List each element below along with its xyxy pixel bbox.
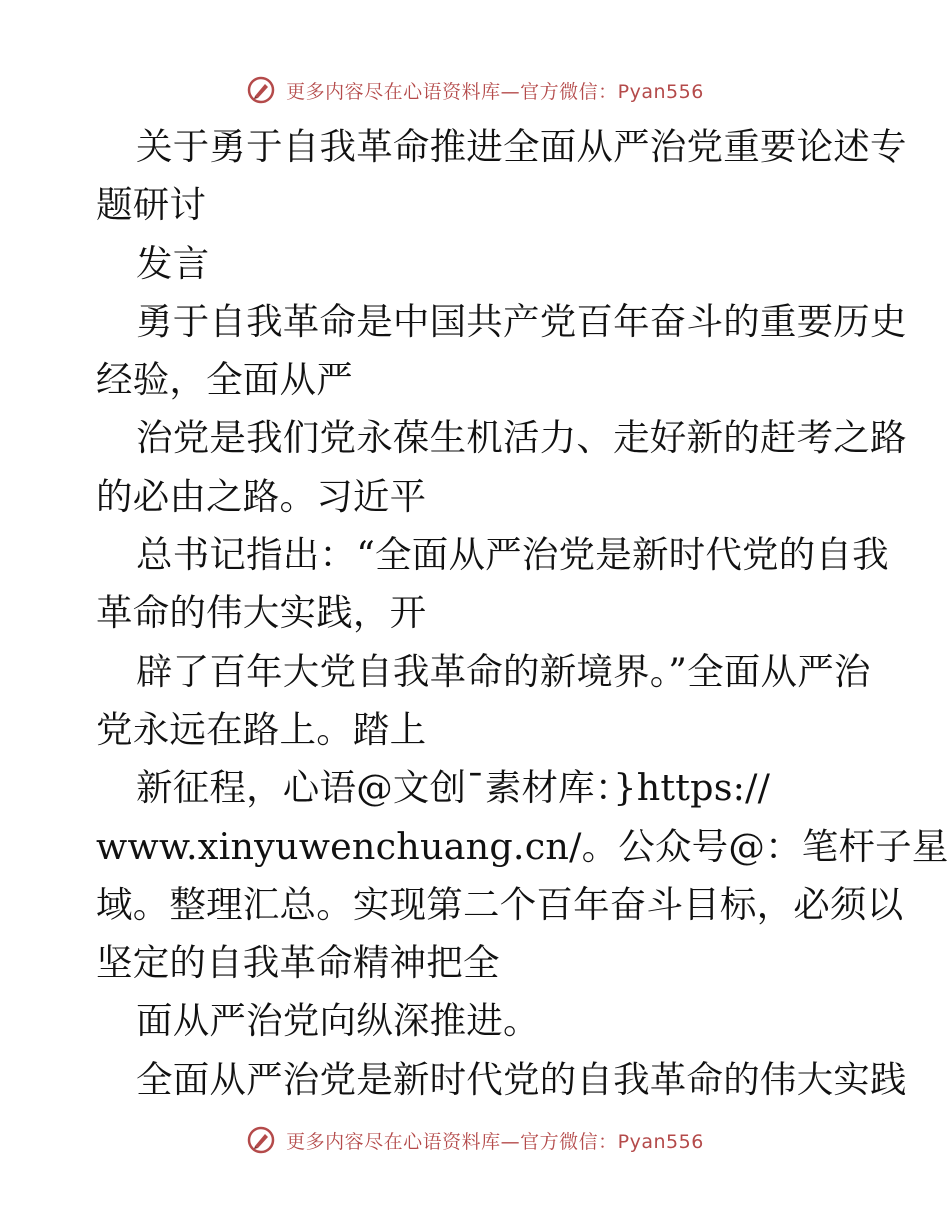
text-line-10: 辟了百年大党自我革命的新境界。”全面从严治 [136, 649, 871, 693]
text-line-15: 坚定的自我革命精神把全 [96, 941, 500, 985]
text-line-11: 党永远在路上。踏上 [96, 707, 427, 751]
pen-logo-icon [246, 75, 276, 105]
document-body [96, 118, 949, 1109]
pen-logo-icon [246, 1125, 276, 1155]
watermark-footer-text: 更多内容尽在心语资料库—官方微信：Pyan556 [286, 1130, 704, 1153]
text-line-14: 域。整理汇总。实现第二个百年奋斗目标，必须以 [96, 882, 904, 926]
text-line-7: 的必由之路。习近平 [96, 474, 427, 518]
watermark-footer [0, 1122, 950, 1158]
text-line-17: 全面从严治党是新时代党的自我革命的伟大实践 [136, 1057, 907, 1101]
text-line-6: 治党是我们党永葆生机活力、走好新的赶考之路 [136, 416, 907, 460]
text-line-2: 题研讨 [96, 183, 207, 227]
text-line-12: 新征程，心语@文创¯素材库：}https:// [136, 766, 771, 810]
text-line-8: 总书记指出：“全面从严治党是新时代党的自我 [136, 533, 889, 577]
watermark-header-text: 更多内容尽在心语资料库—官方微信：Pyan556 [286, 80, 704, 103]
text-line-13: www.xinyuwenchuang.cn/。公众号@：笔杆子星 [96, 824, 949, 868]
text-line-16: 面从严治党向纵深推进。 [136, 999, 540, 1043]
text-line-9: 革命的伟大实践，开 [96, 591, 427, 635]
text-line-3: 发言 [136, 241, 210, 285]
text-line-4: 勇于自我革命是中国共产党百年奋斗的重要历史 [136, 299, 907, 343]
text-line-1: 关于勇于自我革命推进全面从严治党重要论述专 [136, 125, 907, 168]
text-line-5: 经验，全面从严 [96, 358, 353, 402]
watermark-header [0, 72, 950, 108]
